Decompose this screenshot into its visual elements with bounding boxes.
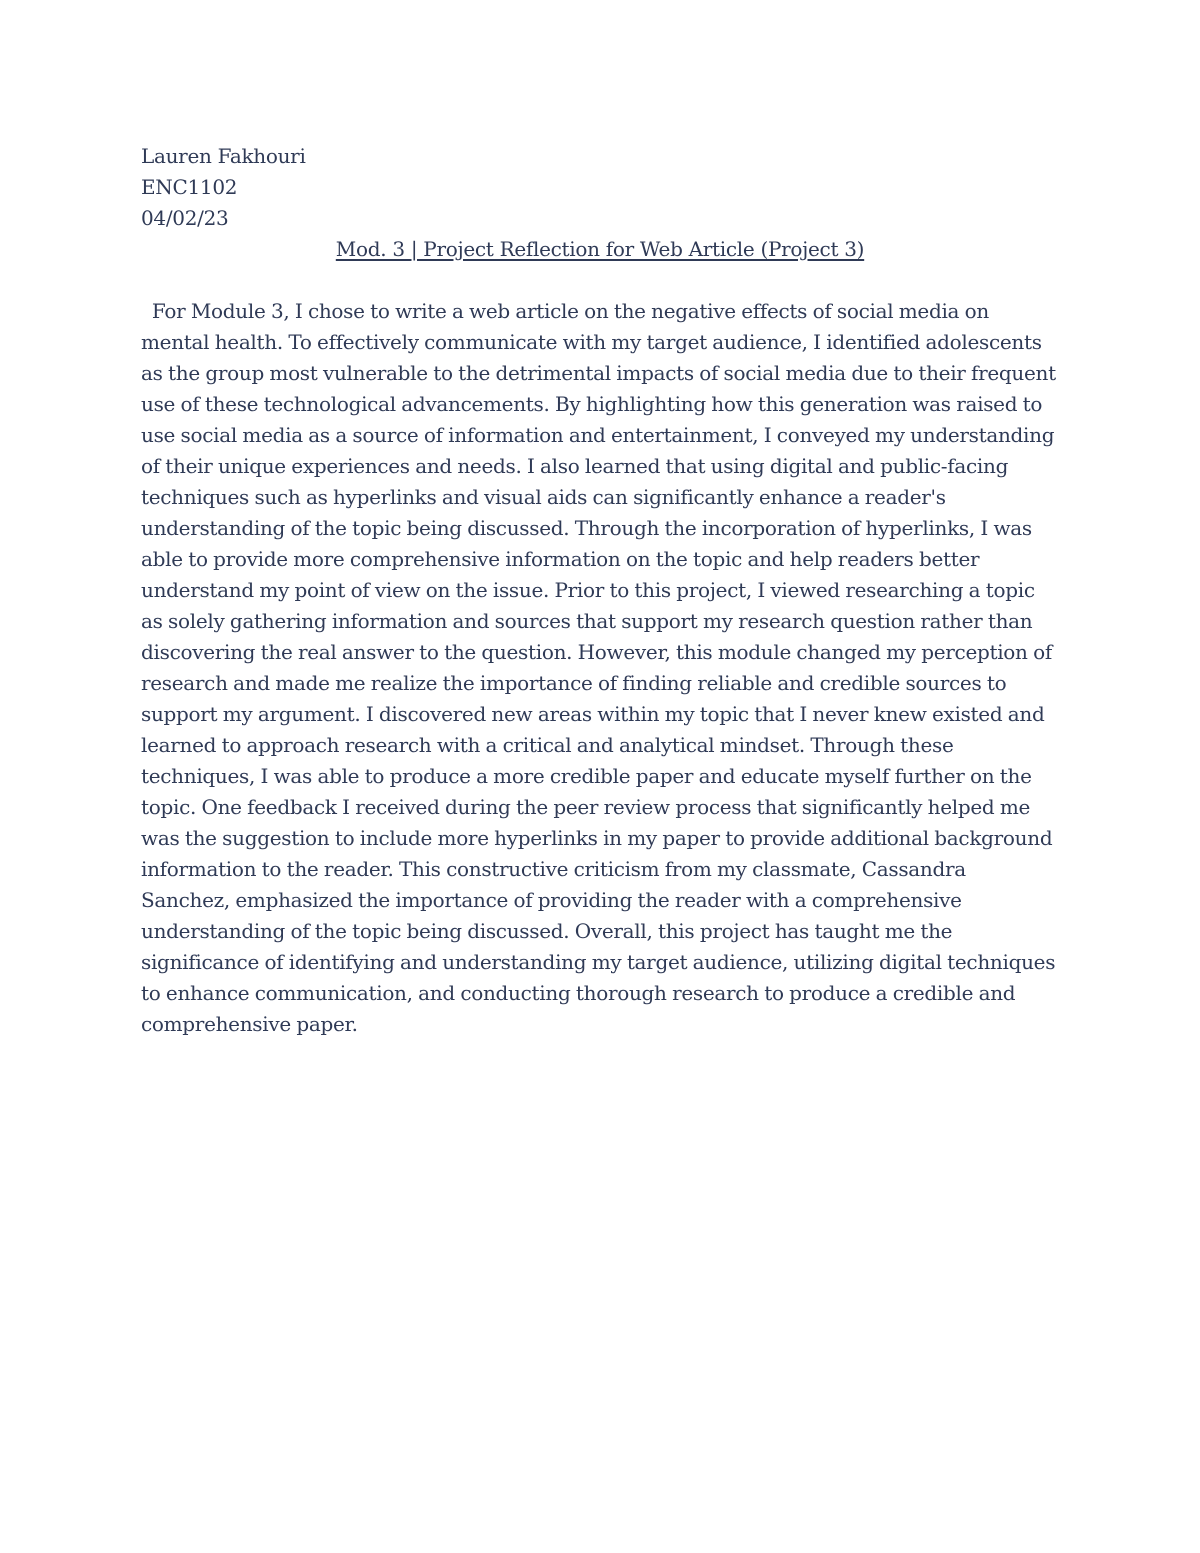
course-code: ENC1102 xyxy=(141,175,238,199)
body-paragraph: For Module 3, I chose to write a web article on the negative effects of social media on mental health. To effectively communicate with my target audience, I identified adolescents as the group most vulnerable to the detrimental impacts of social media due to their frequent use of these technological advancements. By highlighting how this generation was raised to use social media as a source of information and entertainment, I conveyed my understanding of their unique experiences and needs. I also learned that using digital and public-facing techniques such as hyperlinks and visual aids can significantly enhance a reader's understanding of the topic being discussed. Through the incorporation of hyperlinks, I was able to provide more comprehensive information on the topic and help readers better understand my point of view on the issue. Prior to this project, I viewed researching a topic as solely gathering information and sources that support my research question rather than discovering the real answer to the question. However, this module changed my perception of research and made me realize the importance of finding reliable and credible sources to support my argument. I discovered new areas within my topic that I never knew existed and learned to approach research with a critical and analytical mindset. Through these techniques, I was able to produce a more credible paper and educate myself further on the topic. One feedback I received during the peer review process that significantly helped me was the suggestion to include more hyperlinks in my paper to provide additional background information to the reader. This constructive criticism from my classmate, Cassandra Sanchez, emphasized the importance of providing the reader with a comprehensive understanding of the topic being discussed. Overall, this project has taught me the significance of identifying and understanding my target audience, utilizing digital techniques to enhance communication, and conducting thorough research to produce a credible and comprehensive paper. xyxy=(141,299,1062,1036)
author-name: Lauren Fakhouri xyxy=(141,144,306,168)
document-title: Mod. 3 | Project Reflection for Web Article (Project 3) xyxy=(335,237,865,261)
document-date: 04/02/23 xyxy=(141,206,229,230)
document-content xyxy=(141,141,1062,1040)
